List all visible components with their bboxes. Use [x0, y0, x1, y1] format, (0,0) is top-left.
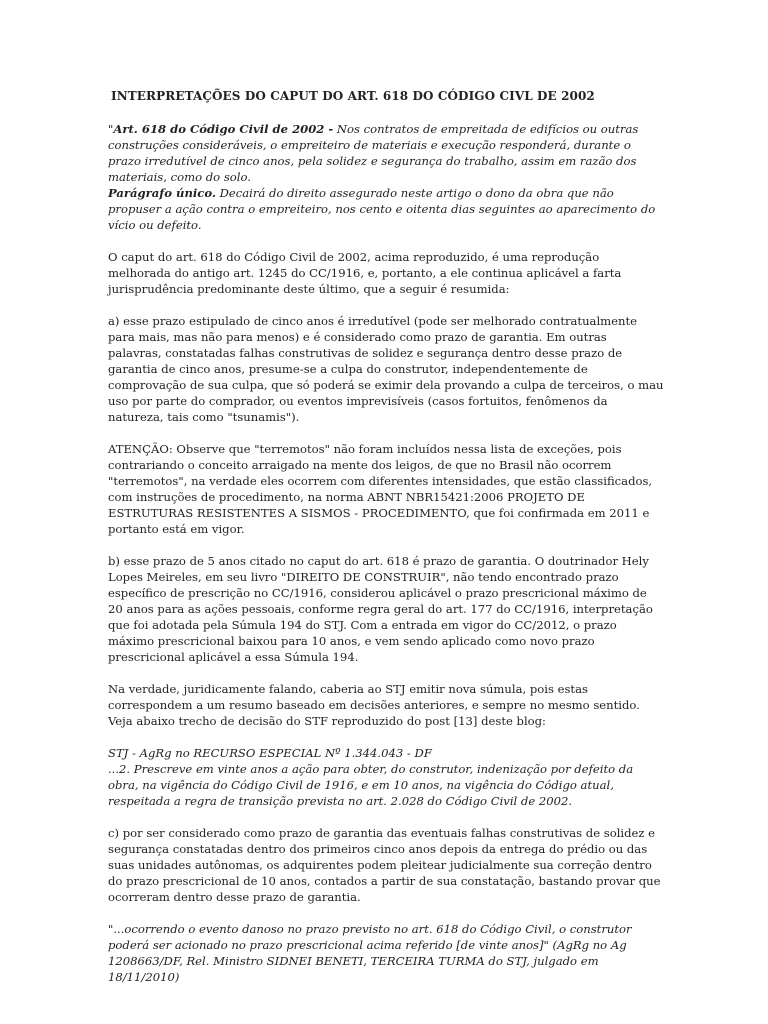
paragraph-atencao: ATENÇÃO: Observe que "terremotos" não foram incluídos nessa lista de exceções, pois contrariando o conceito arraigado na mente dos leigos, de que no Brasil não ocorrem "terremotos", na verdade eles ocorrem com diferentes intensidades, que estão classificados, com instruções de procedimento, na norma ABNT NBR15421:2006 PROJETO DE ESTRUTURAS RESISTENTES A SISMOS - PROCEDIMENTO, que foi confirmada em 2011 e portanto está em vigor.	[108, 442, 653, 536]
quote-final: "...ocorrendo o evento danoso no prazo previsto no art. 618 do Código Civil, o construtor poderá ser acionado no prazo prescricional acima referido [de vinte anos]" (AgRg no Ag 1208663/DF, Rel. Ministro SIDNEI BENETI, TERCEIRA TURMA do STJ, julgado em 18/11/2010)	[108, 922, 632, 984]
paragrafo-unico-label: Parágrafo único.	[108, 186, 216, 200]
paragraph-intro: O caput do art. 618 do Código Civil de 2002, acima reproduzido, é uma reprodução melhorada do antigo art. 1245 do CC/1916, e, portanto, a ele continua aplicável a farta jurisprudência predominante deste último, que a seguir é resumida:	[108, 250, 622, 296]
paragraph-item-c: c) por ser considerado como prazo de garantia das eventuais falhas construtivas de solidez e segurança constatadas dentro dos primeiros cinco anos depois da entrega do prédio ou das suas unidades autônomas, os adquirentes podem pleitear judicialmente sua correção dentro do prazo prescricional de 10 anos, contados a partir de sua constatação, bastando provar que ocorreram dentro desse prazo de garantia.	[108, 826, 661, 904]
quote-open-mark: "	[108, 122, 114, 136]
quote-stj-text: ...2. Prescreve em vinte anos a ação para obter, do construtor, indenização por defeito da obra, na vigência do Código Civil de 1916, e em 10 anos, na vigência do Código atual, respeitada a regra de transição prevista no art. 2.028 do Código Civil de 2002.	[108, 762, 634, 808]
paragraph-item-b: b) esse prazo de 5 anos citado no caput do art. 618 é prazo de garantia. O doutrinador Hely Lopes Meireles, em seu livro "DIREITO DE CONSTRUIR", não tendo encontrado prazo específico de prescrição no CC/1916, considerou aplicável o prazo prescricional máximo de 20 anos para as ações pessoais, conforme regra geral do art. 177 do CC/1916, interpretação que foi adotada pela Súmula 194 do STJ. Com a entrada em vigor do CC/2012, o prazo máximo prescricional baixou para 10 anos, e vem sendo aplicado como novo prazo prescricional aplicável a essa Súmula 194.	[108, 554, 653, 664]
paragraph-na-verdade: Na verdade, juridicamente falando, caberia ao STJ emitir nova súmula, pois estas correspondem a um resumo baseado em decisões anteriores, e sempre no mesmo sentido. Veja abaixo trecho de decisão do STF reproduzido do post [13] deste blog:	[108, 682, 640, 728]
quote-art-heading: Art. 618 do Código Civil de 2002 -	[113, 122, 334, 136]
quote-art-body: Nos contratos de empreitada de edifícios ou outras construções consideráveis, o empreiteiro de materiais e execução responderá, durante o prazo irredutível de cinco anos, pela solidez e segurança do trabalho, assim em razão dos materiais, como do solo.	[108, 122, 639, 184]
quote-stj-decision	[108, 745, 664, 809]
quote-art-618	[108, 121, 664, 233]
document-page	[108, 88, 664, 985]
paragrafo-unico-body: Decairá do direito assegurado neste artigo o dono da obra que não propuser a ação contra o empreiteiro, nos cento e oitenta dias seguintes ao aparecimento do vício ou defeito.	[108, 186, 656, 232]
paragraph-item-a: a) esse prazo estipulado de cinco anos é irredutível (pode ser melhorado contratualmente para mais, mas não para menos) e é considerado como prazo de garantia. Em outras palavras, constatadas falhas construtivas de solidez e segurança dentro desse prazo de garantia de cinco anos, presume-se a culpa do construtor, independentemente de comprovação de sua culpa, que só poderá se eximir dela provando a culpa de terceiros, o mau uso por parte do comprador, ou eventos imprevisíveis (casos fortuitos, fenômenos da natureza, tais como "tsunamis").	[108, 314, 664, 424]
quote-stj-reference: STJ - AgRg no RECURSO ESPECIAL Nº 1.344.043 - DF	[108, 746, 432, 760]
document-title: INTERPRETAÇÕES DO CAPUT DO ART. 618 DO CÓDIGO CIVL DE 2002	[111, 89, 595, 103]
